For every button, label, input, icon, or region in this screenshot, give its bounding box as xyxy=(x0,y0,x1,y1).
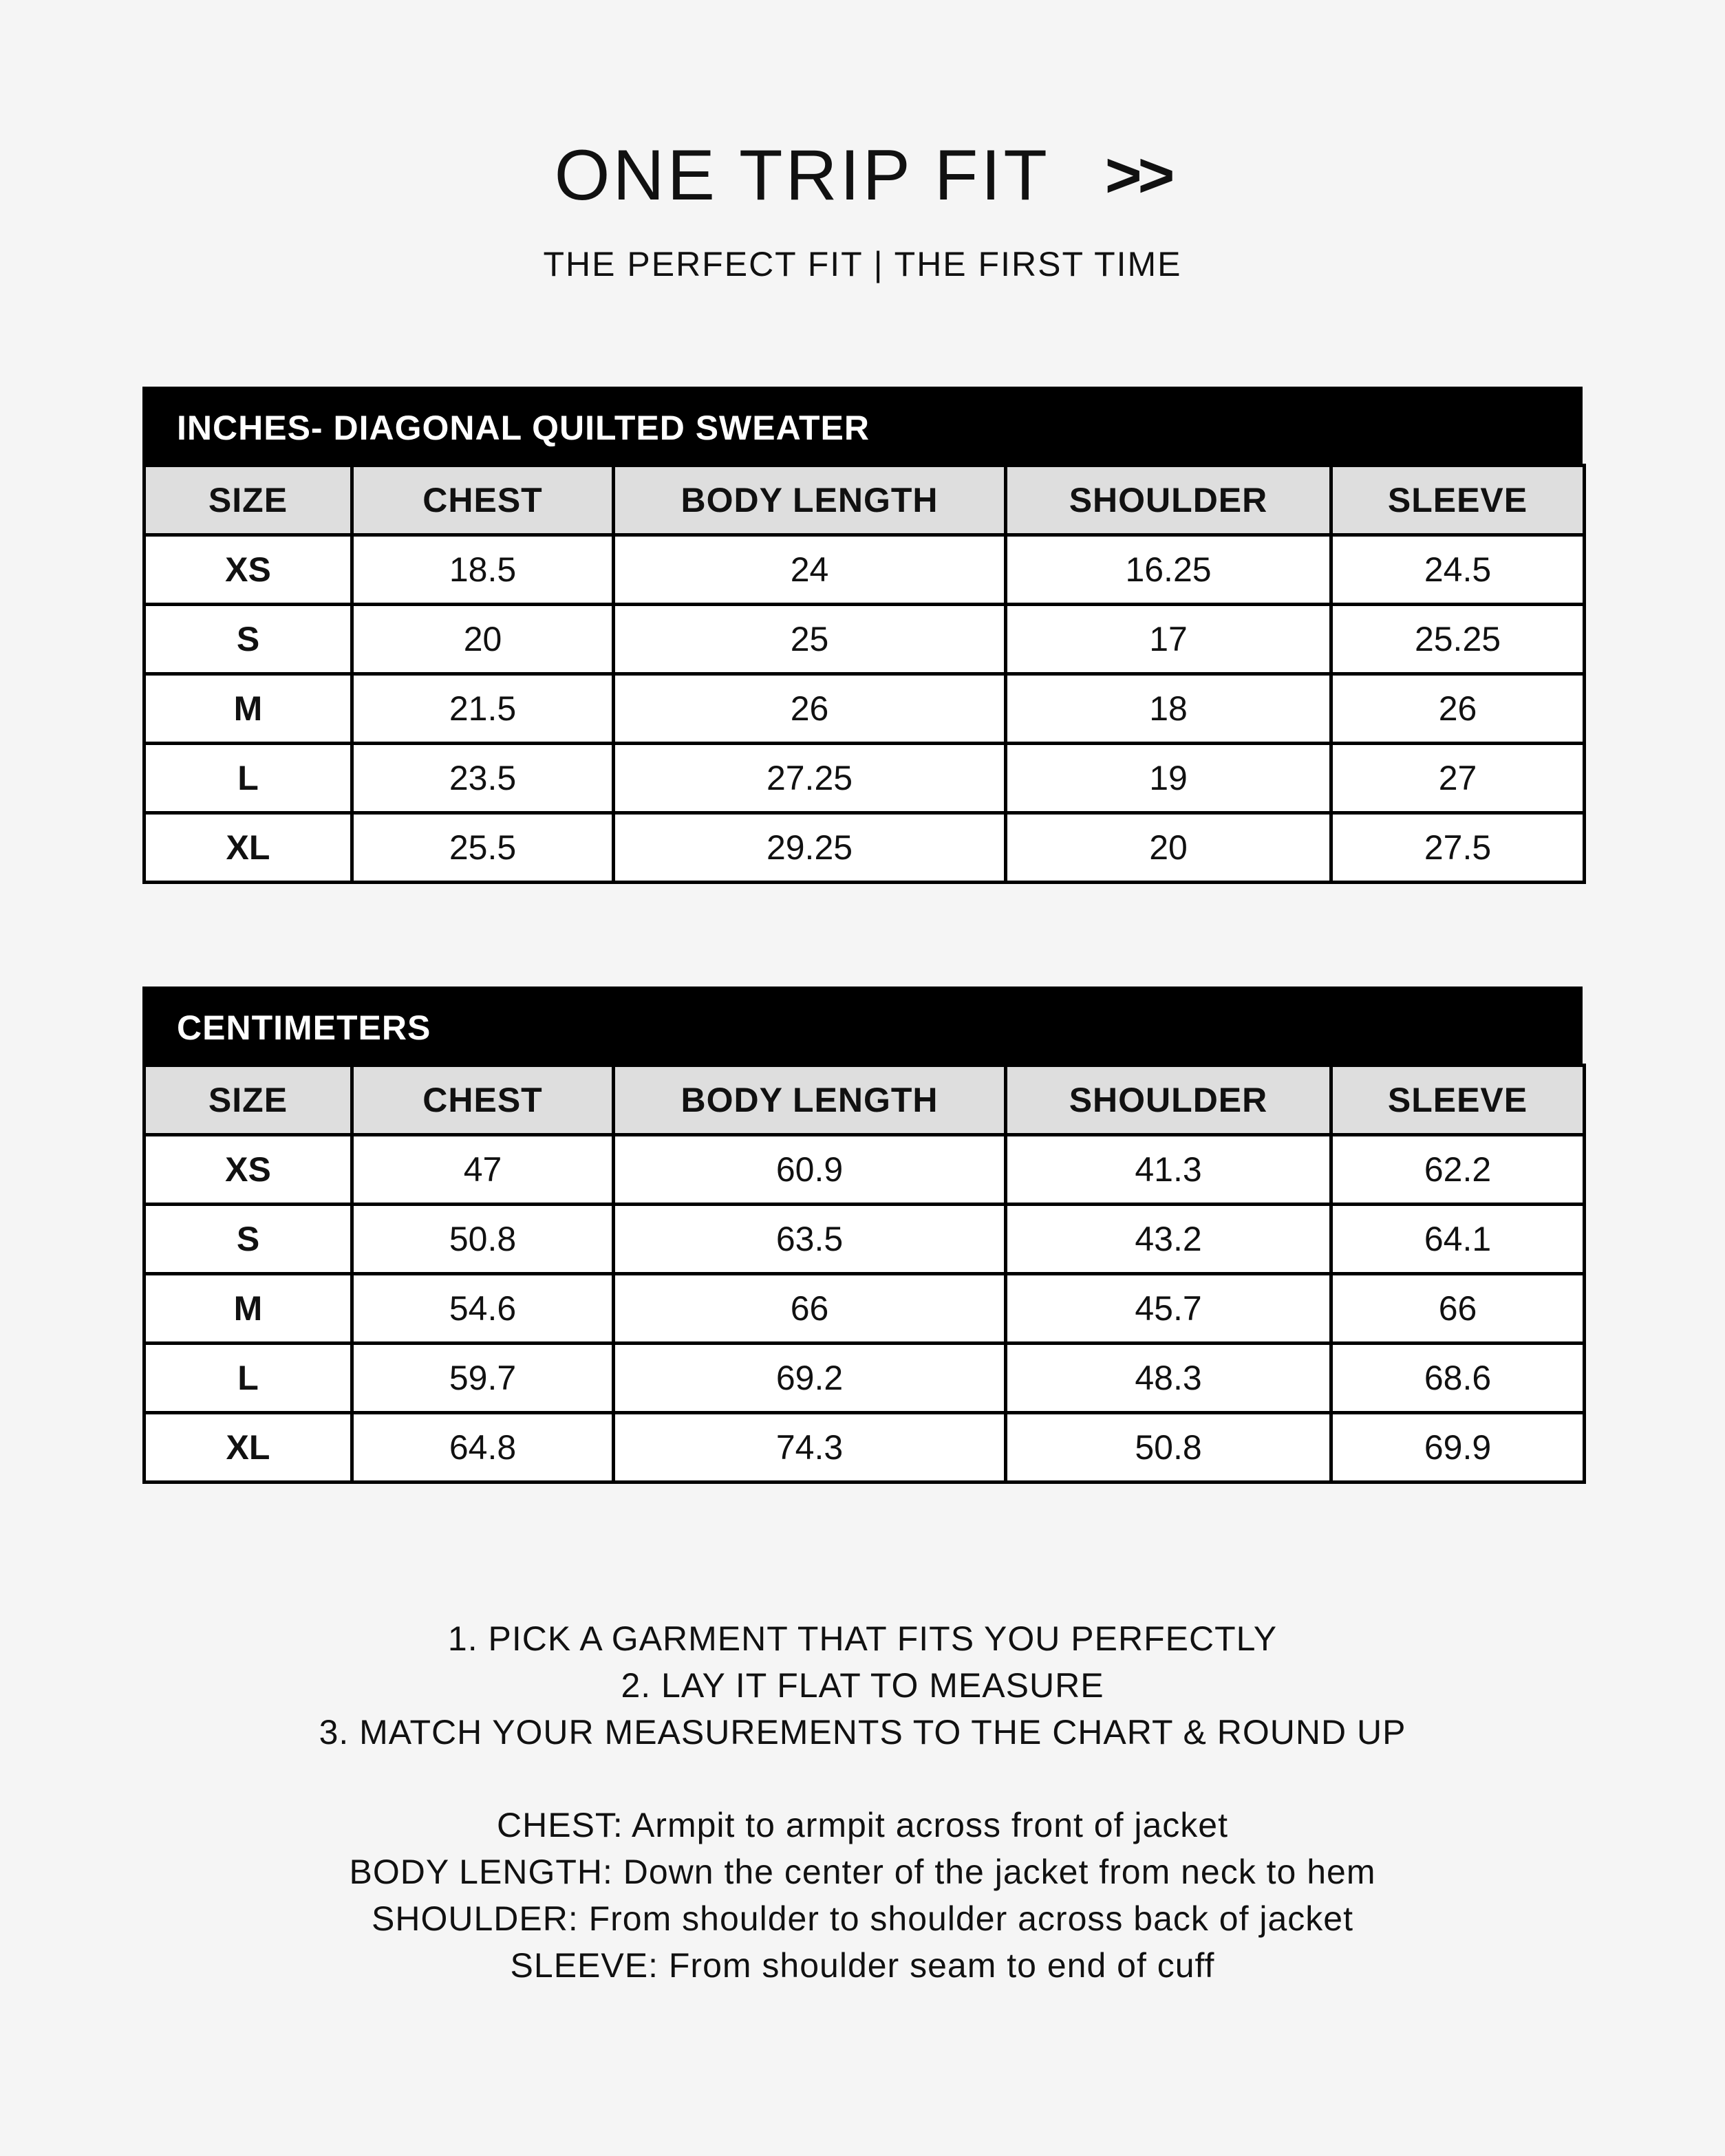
shoulder-cell: 20 xyxy=(1006,813,1331,883)
step-item: 2. LAY IT FLAT TO MEASURE xyxy=(621,1666,1104,1705)
body-length-cell: 26 xyxy=(614,674,1006,744)
shoulder-cell: 50.8 xyxy=(1006,1413,1331,1483)
size-cell: XL xyxy=(144,1413,352,1483)
body-length-cell: 25 xyxy=(614,605,1006,674)
size-cell: M xyxy=(144,1274,352,1344)
shoulder-cell: 18 xyxy=(1006,674,1331,744)
definition-item: BODY LENGTH: Down the center of the jacket from neck to hem xyxy=(349,1853,1376,1891)
chest-cell: 64.8 xyxy=(352,1413,614,1483)
body-length-cell: 60.9 xyxy=(614,1135,1006,1205)
shoulder-cell: 19 xyxy=(1006,744,1331,813)
tagline: THE PERFECT FIT | THE FIRST TIME xyxy=(543,245,1182,283)
shoulder-cell: 17 xyxy=(1006,605,1331,674)
sleeve-cell: 24.5 xyxy=(1331,535,1585,605)
column-header-sleeve: SLEEVE xyxy=(1331,466,1585,535)
steps-list xyxy=(0,1615,1725,1756)
size-cell: M xyxy=(144,674,352,744)
size-cell: XS xyxy=(144,1135,352,1205)
size-cell: S xyxy=(144,1205,352,1274)
size-cell: S xyxy=(144,605,352,674)
sleeve-cell: 69.9 xyxy=(1331,1413,1585,1483)
sleeve-cell: 68.6 xyxy=(1331,1344,1585,1413)
shoulder-cell: 45.7 xyxy=(1006,1274,1331,1344)
chest-cell: 50.8 xyxy=(352,1205,614,1274)
step-item: 3. MATCH YOUR MEASUREMENTS TO THE CHART & ROUND UP xyxy=(319,1713,1406,1751)
body-length-cell: 63.5 xyxy=(614,1205,1006,1274)
body-length-cell: 74.3 xyxy=(614,1413,1006,1483)
table-row xyxy=(144,1274,1585,1344)
sleeve-cell: 62.2 xyxy=(1331,1135,1585,1205)
sleeve-cell: 66 xyxy=(1331,1274,1585,1344)
chest-cell: 59.7 xyxy=(352,1344,614,1413)
size-cell: L xyxy=(144,744,352,813)
centimeters-size-table xyxy=(142,987,1583,1484)
sleeve-cell: 26 xyxy=(1331,674,1585,744)
column-header-size: SIZE xyxy=(144,1066,352,1135)
column-header-chest: CHEST xyxy=(352,1066,614,1135)
size-cell: L xyxy=(144,1344,352,1413)
sleeve-cell: 27 xyxy=(1331,744,1585,813)
brand-name: ONE TRIP FIT xyxy=(554,136,1050,215)
chest-cell: 25.5 xyxy=(352,813,614,883)
size-chart-table xyxy=(142,1064,1586,1484)
column-header-body-length: BODY LENGTH xyxy=(614,466,1006,535)
table-row xyxy=(144,674,1585,744)
size-chart-table xyxy=(142,464,1586,884)
column-header-shoulder: SHOULDER xyxy=(1006,1066,1331,1135)
step-item: 1. PICK A GARMENT THAT FITS YOU PERFECTLY xyxy=(447,1619,1278,1658)
definitions-list xyxy=(0,1802,1725,1989)
column-header-body-length: BODY LENGTH xyxy=(614,1066,1006,1135)
body-length-cell: 29.25 xyxy=(614,813,1006,883)
header-row xyxy=(144,466,1585,535)
table-row xyxy=(144,1135,1585,1205)
table-row xyxy=(144,605,1585,674)
shoulder-cell: 43.2 xyxy=(1006,1205,1331,1274)
table-row xyxy=(144,1205,1585,1274)
chest-cell: 18.5 xyxy=(352,535,614,605)
sleeve-cell: 27.5 xyxy=(1331,813,1585,883)
definition-item: SHOULDER: From shoulder to shoulder across back of jacket xyxy=(372,1899,1353,1938)
body-length-cell: 69.2 xyxy=(614,1344,1006,1413)
shoulder-cell: 41.3 xyxy=(1006,1135,1331,1205)
definition-item: SLEEVE: From shoulder seam to end of cuff xyxy=(510,1946,1215,1985)
table-row xyxy=(144,535,1585,605)
table-row xyxy=(144,1344,1585,1413)
body-length-cell: 27.25 xyxy=(614,744,1006,813)
table-row xyxy=(144,744,1585,813)
column-header-chest: CHEST xyxy=(352,466,614,535)
inches-size-table xyxy=(142,387,1583,884)
definition-item: CHEST: Armpit to armpit across front of jacket xyxy=(497,1806,1228,1844)
header-row xyxy=(144,1066,1585,1135)
chest-cell: 54.6 xyxy=(352,1274,614,1344)
table-title: INCHES- DIAGONAL QUILTED SWEATER xyxy=(142,387,1583,464)
sleeve-cell: 25.25 xyxy=(1331,605,1585,674)
column-header-sleeve: SLEEVE xyxy=(1331,1066,1585,1135)
chest-cell: 23.5 xyxy=(352,744,614,813)
chest-cell: 20 xyxy=(352,605,614,674)
brand-title xyxy=(0,131,1725,220)
page-header xyxy=(0,131,1725,285)
measuring-instructions xyxy=(0,1615,1725,1989)
table-row xyxy=(144,1413,1585,1483)
sleeve-cell: 64.1 xyxy=(1331,1205,1585,1274)
table-row xyxy=(144,813,1585,883)
column-header-size: SIZE xyxy=(144,466,352,535)
shoulder-cell: 48.3 xyxy=(1006,1344,1331,1413)
shoulder-cell: 16.25 xyxy=(1006,535,1331,605)
chest-cell: 21.5 xyxy=(352,674,614,744)
chest-cell: 47 xyxy=(352,1135,614,1205)
column-header-shoulder: SHOULDER xyxy=(1006,466,1331,535)
table-title: CENTIMETERS xyxy=(142,987,1583,1064)
double-chevron-icon: >> xyxy=(1104,140,1171,211)
size-cell: XS xyxy=(144,535,352,605)
body-length-cell: 66 xyxy=(614,1274,1006,1344)
body-length-cell: 24 xyxy=(614,535,1006,605)
size-cell: XL xyxy=(144,813,352,883)
